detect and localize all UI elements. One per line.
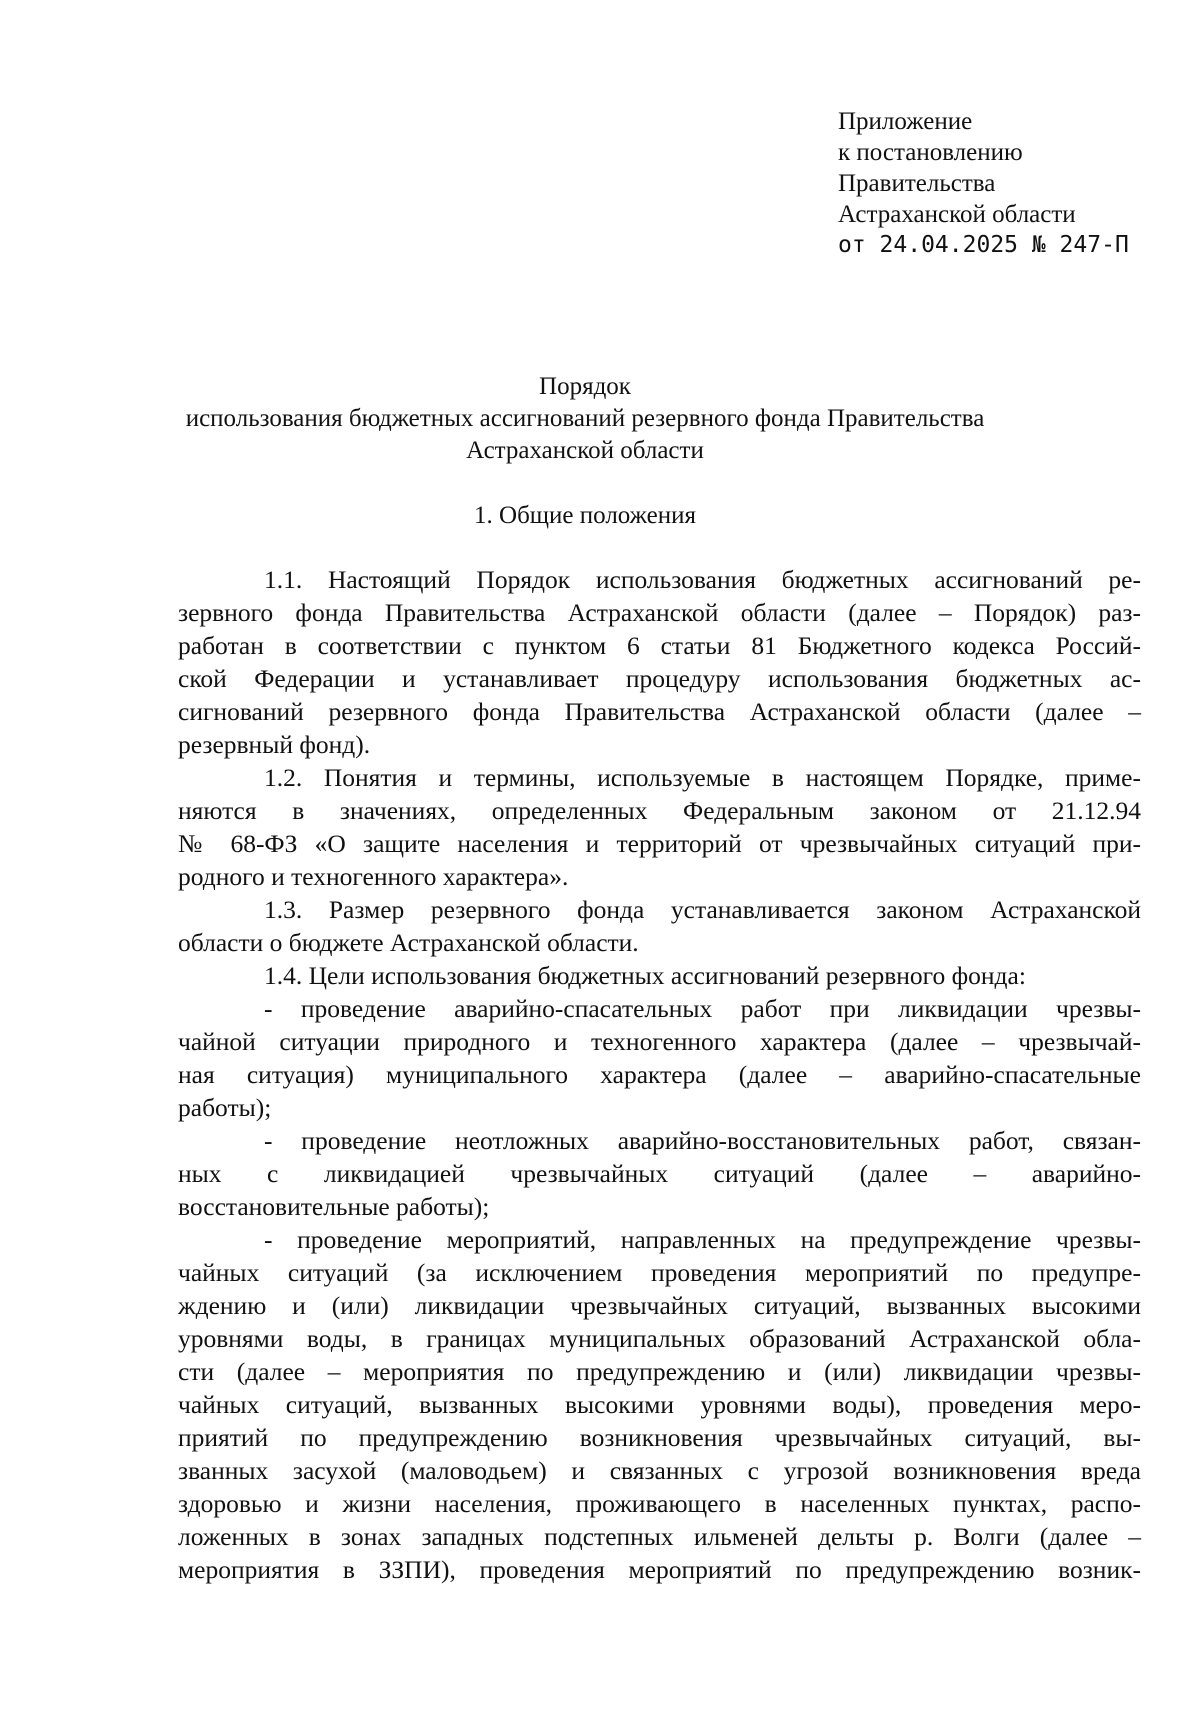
section-heading: 1. Общие положения — [474, 502, 696, 529]
list-item — [178, 992, 1141, 1124]
text-line: ждению и (или) ликвидации чрезвычайных ситуаций, вызванных высокими — [178, 1291, 1141, 1320]
text-line: мероприятия в ЗЗПИ), проведения мероприятий по предупреждению возник- — [178, 1555, 1141, 1584]
text-line: зервного фонда Правительства Астраханской области (далее – Порядок) раз- — [178, 598, 1141, 627]
paragraph-1-3 — [178, 893, 1141, 959]
appendix-block — [838, 106, 1178, 261]
text-line: области о бюджете Астраханской области. — [178, 928, 639, 957]
text-line: - проведение аварийно-спасательных работ при ликвидации чрезвы- — [264, 994, 1141, 1023]
list-item — [178, 1223, 1141, 1586]
text-line: восстановительные работы); — [178, 1192, 490, 1221]
text-line: званных засухой (маловодьем) и связанных с угрозой возникновения вреда — [178, 1456, 1141, 1485]
text-line: - проведение неотложных аварийно-восстановительных работ, связан- — [264, 1126, 1141, 1155]
text-line: ложенных в зонах западных подстепных ильменей дельты р. Волги (далее – — [178, 1522, 1141, 1551]
text-line: работы); — [178, 1093, 272, 1122]
text-line: сти (далее – мероприятия по предупреждению и (или) ликвидации чрезвы- — [178, 1357, 1141, 1386]
text-line: няются в значениях, определенных Федеральным законом от 21.12.94 — [178, 796, 1141, 825]
text-line: чайных ситуаций (за исключением проведения мероприятий по предупре- — [178, 1258, 1141, 1287]
appendix-date-number: от 24.04.2025 № 247-П — [838, 232, 1129, 258]
text-line: ных с ликвидацией чрезвычайных ситуаций (далее – аварийно- — [178, 1159, 1141, 1188]
text-line: 1.1. Настоящий Порядок использования бюджетных ассигнований ре- — [264, 565, 1141, 594]
text-line: 1.2. Понятия и термины, используемые в настоящем Порядке, приме- — [264, 763, 1141, 792]
appendix-line: к постановлению — [838, 139, 1023, 166]
title-line: Астраханской области — [466, 437, 704, 464]
text-line: уровнями воды, в границах муниципальных образований Астраханской обла- — [178, 1324, 1141, 1353]
appendix-line: Астраханской области — [838, 201, 1076, 228]
paragraph-1-4 — [178, 959, 1141, 992]
list-item — [178, 1124, 1141, 1223]
text-line: приятий по предупреждению возникновения чрезвычайных ситуаций, вы- — [178, 1423, 1141, 1452]
text-line: здоровью и жизни населения, проживающего в населенных пунктах, распо- — [178, 1489, 1141, 1518]
title-line: использования бюджетных ассигнований резервного фонда Правительства — [185, 405, 985, 432]
text-line: ской Федерации и устанавливает процедуру использования бюджетных ас- — [178, 664, 1141, 693]
text-line: работан в соответствии с пунктом 6 статьи 81 Бюджетного кодекса Россий- — [178, 631, 1141, 660]
document-body — [178, 563, 1141, 1586]
document-title — [150, 371, 1020, 467]
appendix-line: Правительства — [838, 170, 996, 197]
text-line: родного и техногенного характера». — [178, 862, 569, 891]
paragraph-1-2 — [178, 761, 1141, 893]
paragraph-1-1 — [178, 563, 1141, 761]
title-line: Порядок — [539, 373, 631, 400]
text-line: ная ситуация) муниципального характера (далее – аварийно-спасательные — [178, 1060, 1141, 1089]
text-line: чайной ситуации природного и техногенного характера (далее – чрезвычай- — [178, 1027, 1141, 1056]
text-line: резервный фонд). — [178, 730, 371, 759]
text-line: чайных ситуаций, вызванных высокими уровнями воды), проведения меро- — [178, 1390, 1141, 1419]
text-line: № 68-ФЗ «О защите населения и территорий от чрезвычайных ситуаций при- — [178, 829, 1141, 858]
text-line: 1.4. Цели использования бюджетных ассигнований резервного фонда: — [264, 961, 1026, 990]
text-line: сигнований резервного фонда Правительства Астраханской области (далее – — [178, 697, 1141, 726]
appendix-line: Приложение — [838, 108, 973, 135]
text-line: - проведение мероприятий, направленных на предупреждение чрезвы- — [264, 1225, 1141, 1254]
text-line: 1.3. Размер резервного фонда устанавливается законом Астраханской — [264, 895, 1141, 924]
